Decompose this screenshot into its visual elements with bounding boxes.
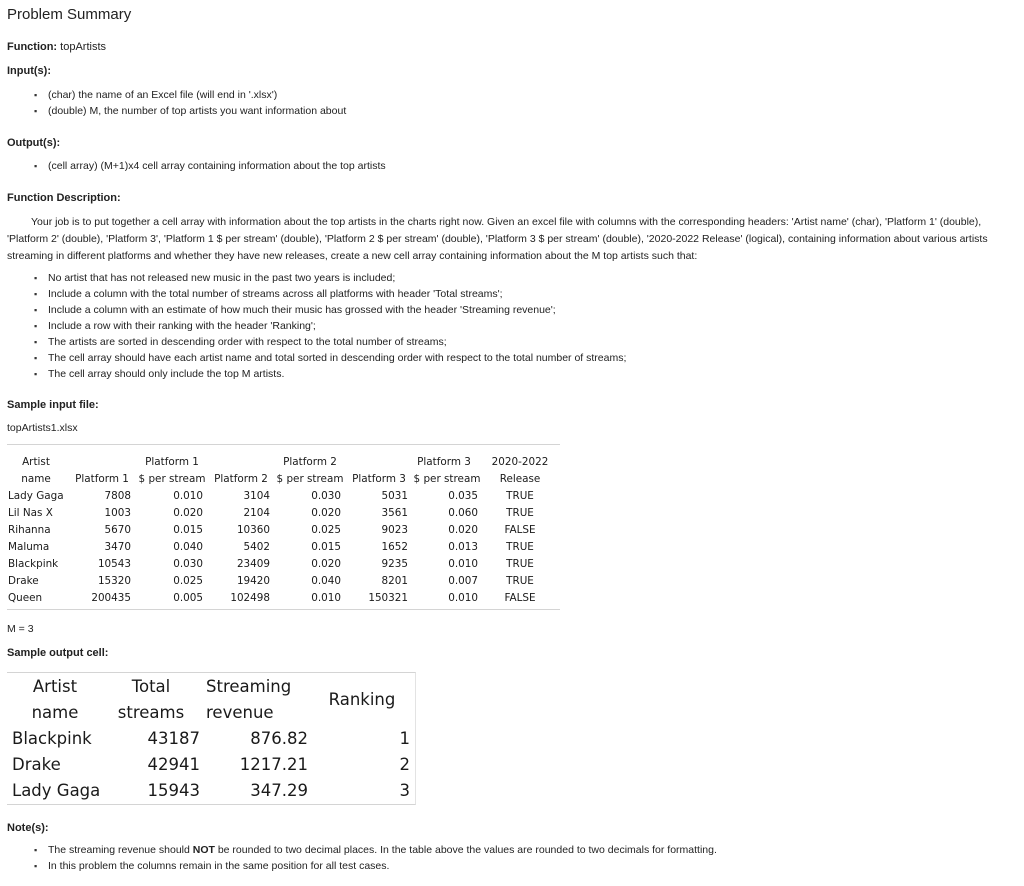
sample-output-table	[7, 672, 416, 805]
input-cell: 9023	[381, 524, 408, 536]
table-row	[7, 539, 560, 556]
list-item: ▪ The cell array should only include the top M artists.	[33, 366, 626, 382]
table-row	[7, 505, 560, 522]
table-row	[7, 752, 415, 778]
input-cell-name: Drake	[8, 575, 39, 587]
input-header-cell: Release	[499, 473, 541, 485]
input-cell-name: Lil Nas X	[8, 507, 53, 519]
output-cell-name: Drake	[12, 755, 61, 774]
note-text: The streaming revenue should	[48, 844, 193, 856]
input-cell: 10360	[236, 524, 270, 536]
output-header-cell: streams	[117, 703, 185, 722]
m-value: M = 3	[7, 623, 34, 635]
input-cell: 5031	[381, 490, 408, 502]
note-text: be rounded to two decimal places. In the table above the values are rounded to two decimals for formatting.	[214, 844, 717, 856]
input-header-cell: $ per stream	[413, 473, 481, 485]
output-header-cell: revenue	[206, 703, 274, 722]
input-cell: 15320	[97, 575, 131, 587]
list-item: ▪ (cell array) (M+1)x4 cell array containing information about the top artists	[33, 158, 386, 174]
list-item: ▪ The artists are sorted in descending order with respect to the total number of streams;	[33, 334, 626, 350]
output-cell: 3	[399, 781, 410, 800]
list-item: ▪ Include a column with an estimate of how much their music has grossed with the header 'Streaming revenue';	[33, 302, 626, 318]
input-cell-name: Queen	[8, 592, 43, 604]
input-header-cell: Platform 3	[352, 473, 406, 485]
output-cell: 43187	[147, 729, 200, 748]
input-cell: 150321	[368, 592, 408, 604]
input-cell: 1003	[104, 507, 131, 519]
output-cell: 347.29	[250, 781, 308, 800]
input-header-cell: Platform 1	[145, 456, 199, 468]
sample-input-table	[7, 444, 560, 610]
note-text: In this problem the columns remain in the same position for all test cases.	[48, 860, 390, 872]
input-cell-name: Maluma	[8, 541, 50, 553]
notes-list	[33, 842, 717, 874]
input-cell: FALSE	[504, 524, 536, 536]
rules-list	[33, 270, 626, 382]
input-cell: 23409	[236, 558, 270, 570]
input-cell: 5402	[243, 541, 270, 553]
function-label: Function:	[7, 41, 58, 53]
input-header-cell: Platform 1	[75, 473, 129, 485]
table-row	[7, 590, 560, 607]
input-cell: 8201	[381, 575, 408, 587]
input-cell: 0.020	[448, 524, 478, 536]
list-item: ▪ Include a row with their ranking with the header 'Ranking';	[33, 318, 626, 334]
input-cell: 3104	[243, 490, 270, 502]
input-cell: 200435	[91, 592, 131, 604]
input-cell: 0.013	[448, 541, 478, 553]
output-header-cell: name	[31, 703, 79, 722]
list-item	[33, 858, 717, 874]
list-item: ▪ (char) the name of an Excel file (will end in '.xlsx')	[33, 87, 346, 103]
input-header-cell: Platform 3	[417, 456, 471, 468]
sample-output-label: Sample output cell:	[7, 647, 109, 659]
sample-input-label: Sample input file:	[7, 399, 99, 411]
input-cell: 0.020	[173, 507, 203, 519]
input-cell: 0.010	[173, 490, 203, 502]
input-cell: 2104	[243, 507, 270, 519]
input-header-cell: $ per stream	[276, 473, 344, 485]
input-cell: FALSE	[504, 592, 536, 604]
input-header-cell: 2020-2022	[491, 456, 549, 468]
input-cell: 0.030	[173, 558, 203, 570]
input-cell: 0.010	[311, 592, 341, 604]
output-cell-name: Lady Gaga	[12, 781, 101, 800]
input-cell: 9235	[381, 558, 408, 570]
input-cell: 0.025	[311, 524, 341, 536]
input-cell: 1652	[381, 541, 408, 553]
table-row	[7, 573, 560, 590]
input-cell: 0.015	[311, 541, 341, 553]
input-cell: 0.035	[448, 490, 478, 502]
input-cell: 0.005	[173, 592, 203, 604]
list-item	[33, 842, 717, 858]
list-item: ▪ Include a column with the total number of streams across all platforms with header 'Total streams';	[33, 286, 626, 302]
output-cell: 1217.21	[239, 755, 308, 774]
input-cell: 19420	[236, 575, 270, 587]
output-cell: 2	[399, 755, 410, 774]
list-item: ▪ The cell array should have each artist name and total sorted in descending order with respect to the total number of streams;	[33, 350, 626, 366]
input-cell: TRUE	[506, 558, 534, 570]
description-paragraph: Your job is to put together a cell array with information about the top artists in the charts right now. Given an excel file with columns with the corresponding headers: 'Artist name' (char), 'Platform 1' (double), 'Platform 2' (double), 'Platform 3', 'Platform 1 $ per stream' (double), 'Platform 2 $ per stream' (double), 'Platform 3 $ per stream' (double), '2020-2022 Release' (logical), containing information about various artists streaming in different platforms and whether they have new releases, create a new cell array containing information about the M top artists such that:	[7, 216, 988, 262]
output-header-cell: Total	[131, 677, 171, 696]
note-emphasis: NOT	[192, 844, 215, 856]
output-header-cell: Ranking	[328, 690, 396, 709]
output-header-cell: Artist	[32, 677, 78, 696]
function-line	[7, 41, 106, 53]
table-row	[7, 556, 560, 573]
input-header-cell: name	[21, 473, 51, 485]
output-cell: 876.82	[250, 729, 308, 748]
sample-file-name: topArtists1.xlsx	[7, 422, 78, 434]
input-header-cell: Platform 2	[283, 456, 337, 468]
output-cell: 15943	[147, 781, 200, 800]
input-cell: 0.010	[448, 592, 478, 604]
table-row	[7, 488, 560, 505]
list-item: ▪ (double) M, the number of top artists you want information about	[33, 103, 346, 119]
input-header-cell: Platform 2	[214, 473, 268, 485]
input-cell: 0.025	[173, 575, 203, 587]
input-header-cell: Artist	[22, 456, 50, 468]
input-cell: 0.030	[311, 490, 341, 502]
input-cell-name: Blackpink	[8, 558, 59, 570]
input-header-cell: $ per stream	[138, 473, 206, 485]
outputs-list	[33, 158, 386, 174]
list-item: ▪ No artist that has not released new music in the past two years is included;	[33, 270, 626, 286]
input-cell: 3561	[381, 507, 408, 519]
input-cell: 5670	[104, 524, 131, 536]
input-cell: 3470	[104, 541, 131, 553]
inputs-label: Input(s):	[7, 65, 51, 77]
outputs-label: Output(s):	[7, 137, 61, 149]
output-cell-name: Blackpink	[12, 729, 92, 748]
input-cell: 10543	[97, 558, 131, 570]
input-cell: 0.040	[173, 541, 203, 553]
table-row	[7, 522, 560, 539]
output-cell: 1	[399, 729, 410, 748]
input-cell: 0.060	[448, 507, 478, 519]
input-cell: TRUE	[506, 541, 534, 553]
input-cell: 102498	[230, 592, 270, 604]
input-cell-name: Lady Gaga	[8, 490, 64, 502]
input-cell: 0.020	[311, 558, 341, 570]
input-cell: TRUE	[506, 575, 534, 587]
input-cell: TRUE	[506, 490, 534, 502]
inputs-list	[33, 87, 346, 119]
input-cell: 0.015	[173, 524, 203, 536]
table-row	[7, 726, 415, 752]
notes-label: Note(s):	[7, 822, 49, 834]
output-cell: 42941	[147, 755, 200, 774]
input-cell-name: Rihanna	[8, 524, 51, 536]
output-header-cell: Streaming	[206, 677, 292, 696]
input-cell: 0.040	[311, 575, 341, 587]
input-cell: 0.007	[448, 575, 478, 587]
input-cell: 7808	[104, 490, 131, 502]
description-label: Function Description:	[7, 192, 121, 204]
input-cell: 0.020	[311, 507, 341, 519]
function-name: topArtists	[60, 41, 107, 53]
page-title: Problem Summary	[7, 6, 132, 23]
input-cell: TRUE	[506, 507, 534, 519]
table-row	[7, 778, 415, 804]
input-cell: 0.010	[448, 558, 478, 570]
